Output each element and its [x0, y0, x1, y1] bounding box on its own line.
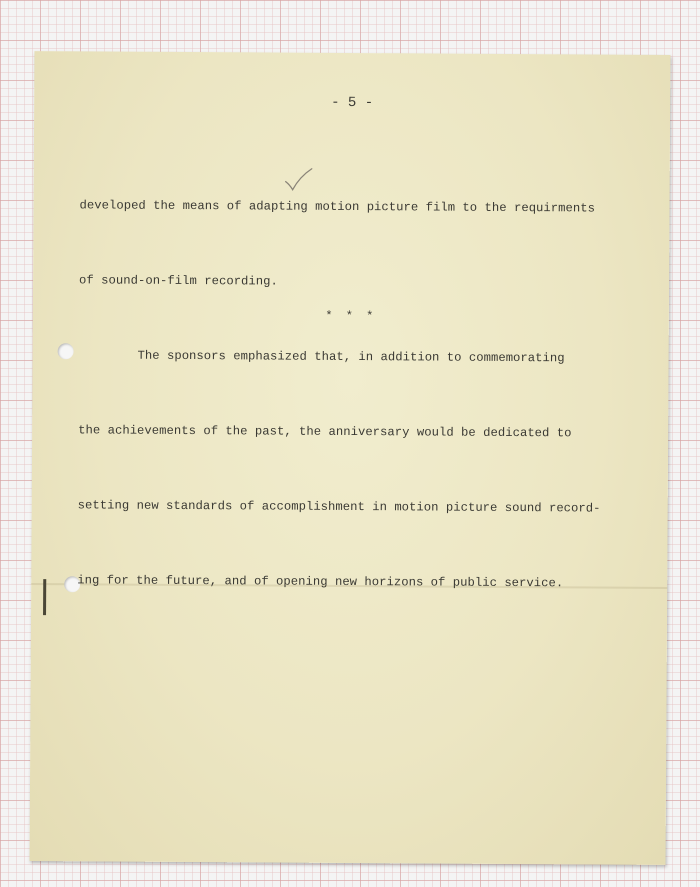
- punch-hole-top: [58, 343, 74, 359]
- text-line: the achievements of the past, the anniversary would be dedicated to: [78, 423, 572, 441]
- section-separator: * * *: [325, 308, 377, 324]
- pencil-checkmark-icon: [284, 167, 314, 193]
- text-line: setting new standards of accomplishment in motion picture sound record-: [77, 498, 601, 516]
- text-line: ing for the future, and of opening new horizons of public service.: [77, 573, 564, 591]
- paper-sheet: [30, 51, 671, 865]
- text-line: The sponsors emphasized that, in addition to commemorating: [78, 348, 565, 366]
- page-number: - 5 -: [331, 94, 374, 112]
- staple-mark: [43, 579, 46, 615]
- body-text: [77, 143, 640, 646]
- text-line: of sound-on-film recording.: [79, 273, 278, 289]
- text-line: developed the means of adapting motion picture film to the requirments: [79, 198, 596, 216]
